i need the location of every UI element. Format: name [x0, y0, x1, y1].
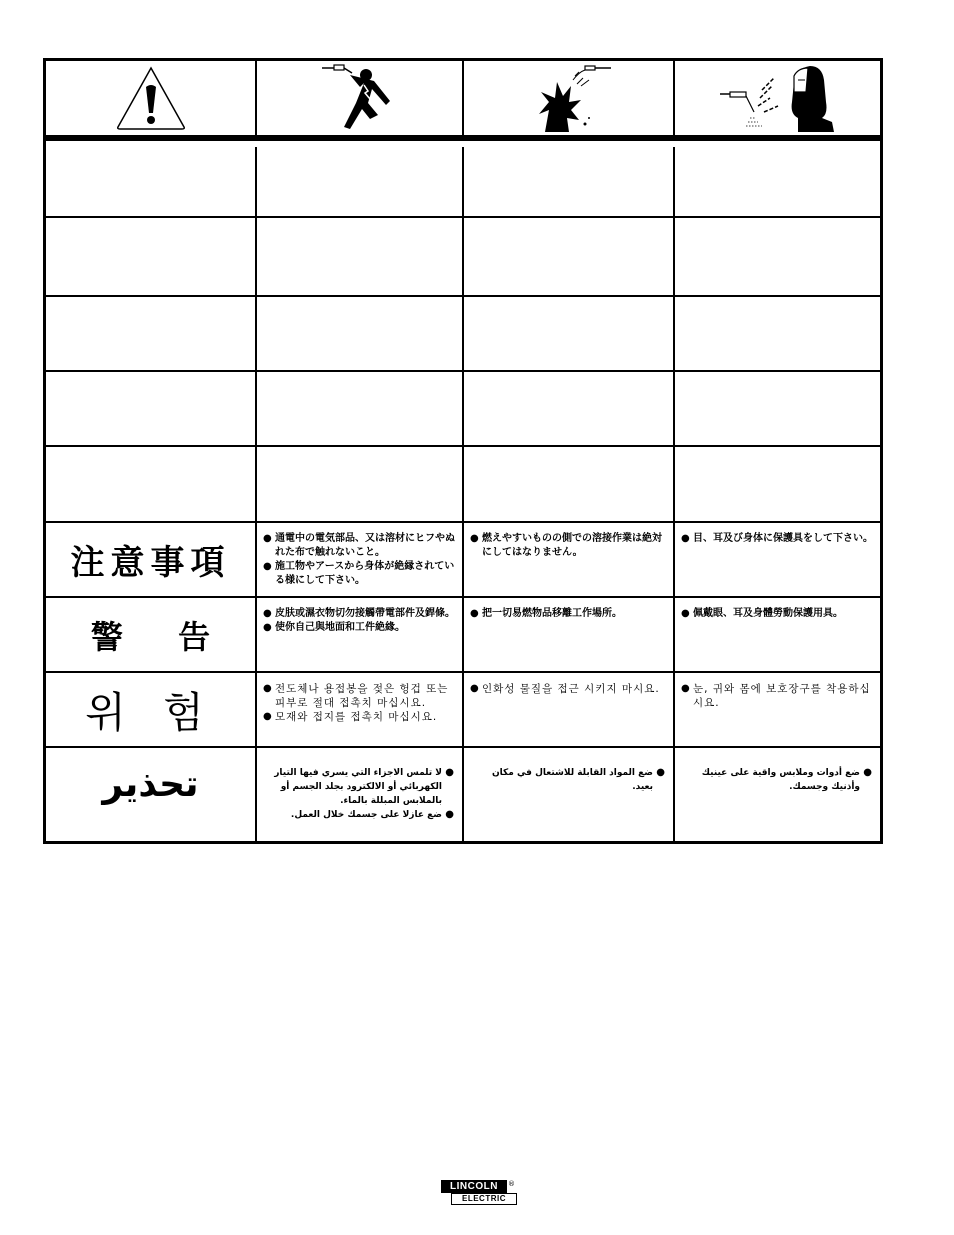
- logo-registered-mark: ®: [508, 1180, 515, 1188]
- fire-warning-cell: [464, 523, 675, 596]
- blank-cell: [464, 372, 675, 445]
- blank-cell: [675, 147, 880, 216]
- header-cell-shock: [257, 61, 464, 135]
- shock-warning-cell: [257, 598, 464, 671]
- blank-row-3: [46, 297, 880, 372]
- language-label-cell: [46, 523, 257, 596]
- bullet-icon: ●: [470, 683, 480, 694]
- language-label: 注意事項: [70, 543, 231, 583]
- language-row-arabic: [46, 748, 880, 841]
- blank-cell: [257, 297, 464, 370]
- blank-cell: [46, 372, 257, 445]
- bullet-icon: ●: [445, 809, 454, 820]
- bullet-icon: ●: [681, 533, 690, 544]
- blank-cell: [46, 297, 257, 370]
- bullet-icon: ●: [263, 622, 272, 633]
- electric-shock-icon: [320, 63, 400, 133]
- protection-warning-cell: [675, 673, 880, 746]
- logo-top-text: LINCOLN: [441, 1180, 507, 1193]
- language-label: 警 告: [90, 617, 233, 656]
- fire-warning-cell: [464, 673, 675, 746]
- blank-row-1: [46, 147, 880, 218]
- shock-warning-cell: [257, 748, 464, 841]
- blank-cell: [675, 372, 880, 445]
- blank-cell: [257, 447, 464, 521]
- shock-warning-cell: [257, 673, 464, 746]
- blank-cell: [257, 147, 464, 216]
- blank-cell: [257, 218, 464, 295]
- blank-cell: [464, 447, 675, 521]
- shock-warning-cell: [257, 523, 464, 596]
- header-cell-arc-rays: [675, 61, 880, 135]
- bullet-icon: ●: [681, 608, 690, 619]
- blank-cell: [675, 297, 880, 370]
- warning-item: ● 目、耳及び身体に保護具をして下さい。: [681, 533, 873, 544]
- blank-row-5: [46, 447, 880, 523]
- icon-header-row: [46, 61, 880, 141]
- warning-item: ● 佩戴眼、耳及身體勞動保護用具。: [681, 608, 843, 619]
- warning-item: ● 모재와 접지를 접촉치 마십시요.: [263, 711, 438, 723]
- blank-cell: [46, 447, 257, 521]
- protection-warning-cell: [675, 523, 880, 596]
- fire-explosion-icon: [519, 62, 619, 134]
- warning-item: ● 把一切易燃物品移離工作場所。: [470, 608, 622, 619]
- blank-cell: [675, 447, 880, 521]
- header-cell-warning: [46, 61, 257, 135]
- bullet-icon: ●: [470, 608, 479, 619]
- warning-item: ● 皮肤或濕衣物切勿接觸帶電部件及銲條。: [263, 608, 455, 619]
- language-row-chinese: [46, 598, 880, 673]
- warning-item: ● ضع أدوات وملابس واقية على عينيك وأذنيك وجسمك.: [701, 767, 872, 792]
- header-cell-fire: [464, 61, 675, 135]
- blank-cell: [46, 218, 257, 295]
- protection-warning-cell: [675, 598, 880, 671]
- blank-cell: [464, 147, 675, 216]
- blank-row-4: [46, 372, 880, 447]
- warning-item: ● 使你自己與地面和工件絶緣。: [263, 622, 405, 633]
- bullet-icon: ●: [470, 533, 479, 544]
- blank-cell: [675, 218, 880, 295]
- blank-cell: [257, 372, 464, 445]
- warning-item: ● ضع المواد القابلة للاشتعال في مكان بعيد.: [491, 767, 665, 792]
- warning-triangle-icon: [115, 65, 187, 131]
- bullet-icon: ●: [263, 561, 272, 572]
- bullet-icon: ●: [263, 683, 273, 694]
- protection-warning-cell: [675, 748, 880, 841]
- blank-cell: [464, 297, 675, 370]
- bullet-icon: ●: [863, 767, 872, 778]
- language-label-cell: [46, 748, 257, 841]
- warning-item: ● 전도체나 용접봉을 젖은 헝겁 또는 피부로 절대 접촉치 마십시요.: [263, 683, 449, 709]
- bullet-icon: ●: [263, 533, 272, 544]
- logo-bottom-text: ELECTRIC: [451, 1193, 517, 1205]
- language-row-korean: [46, 673, 880, 748]
- blank-cell: [464, 218, 675, 295]
- blank-cell: [46, 147, 257, 216]
- fire-warning-cell: [464, 598, 675, 671]
- fire-warning-cell: [464, 748, 675, 841]
- language-label: 위 험: [85, 687, 216, 737]
- bullet-icon: ●: [681, 683, 691, 694]
- language-label-cell: [46, 673, 257, 746]
- warning-item: ● 눈, 귀와 몸에 보호장구를 착용하십시요.: [681, 683, 871, 709]
- warning-item: ● ضع عازلا على جسمك خلال العمل.: [290, 809, 454, 820]
- warning-item: ● 通電中の電気部品、又は溶材にヒフやぬれた布で触れないこと。: [263, 533, 455, 558]
- warning-item: ● 燃えやすいものの側での溶接作業は絶対にしてはなりません。: [470, 533, 662, 558]
- lincoln-electric-logo: [441, 1180, 517, 1207]
- warning-item: ● 施工物やアースから身体が絶縁されている様にして下さい。: [263, 561, 455, 586]
- bullet-icon: ●: [445, 767, 454, 778]
- warning-item: ● لا تلمس الاجزاء التي يسري فيها التيار الكهربائي أو الالكترود بجلد الجسم أو بالملابس المبللة بالماء.: [274, 767, 454, 806]
- bullet-icon: ●: [656, 767, 665, 778]
- blank-row-2: [46, 218, 880, 297]
- safety-warning-table: [43, 58, 883, 844]
- warning-item: ● 인화성 물질을 접근 시키지 마시요.: [470, 683, 660, 695]
- bullet-icon: ●: [263, 711, 273, 722]
- arc-rays-welding-mask-icon: [718, 62, 838, 134]
- language-row-japanese: [46, 523, 880, 598]
- bullet-icon: ●: [263, 608, 272, 619]
- language-label-cell: [46, 598, 257, 671]
- language-label: تحذير: [102, 764, 199, 805]
